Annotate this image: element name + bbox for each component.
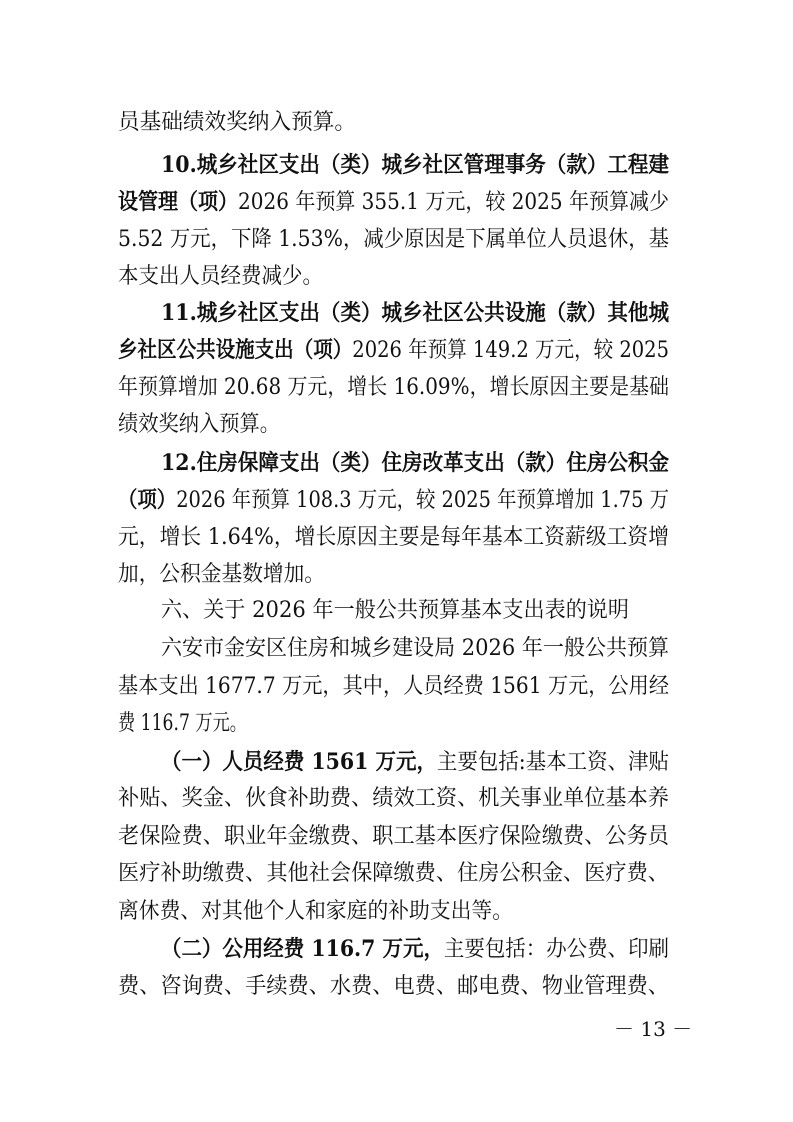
body-text: 六安市金安区住房和城乡建设局 2026 年一般公共预算 xyxy=(161,636,669,661)
body-text: 元，增长 1.64%，增长原因主要是每年基本工资薪级工资增 xyxy=(118,525,669,550)
bold-heading-text: （一）人员经费 1561 万元， xyxy=(161,749,437,775)
bold-heading-text: （项） xyxy=(118,487,177,513)
body-text: 基本支出 1677.7 万元，其中，人员经费 1561 万元，公用经 xyxy=(118,674,669,699)
bold-heading-text: 12.住房保障支出（类）住房改革支出（款）住房公积金 xyxy=(161,450,669,476)
body-text: 主要包括:基本工资、津贴 xyxy=(436,750,669,775)
page-number: － 13 － xyxy=(614,1017,693,1041)
body-text: 老保险费、职业年金缴费、职工基本医疗保险缴费、公务员 xyxy=(118,824,669,849)
body-text: 绩效奖纳入预算。 xyxy=(118,412,280,437)
body-text: 费 116.7 万元。 xyxy=(118,711,247,736)
bold-heading-text: （二）公用经费 116.7 万元， xyxy=(161,936,444,962)
body-text: 补贴、奖金、伙食补助费、绩效工资、机关事业单位基本养 xyxy=(118,786,669,811)
body-text: 2026 年预算 149.2 万元，较 2025 xyxy=(352,338,669,363)
bold-heading-text: 乡社区公共设施支出（项） xyxy=(118,337,353,363)
body-text: 加，公积金基数增加。 xyxy=(118,562,325,587)
body-text: 2026 年预算 355.1 万元，较 2025 年预算减少 xyxy=(238,190,670,215)
body-text: 主要包括：办公费、印刷 xyxy=(443,937,669,962)
body-text: 医疗补助缴费、其他社会保障缴费、住房公积金、医疗费、 xyxy=(118,861,669,886)
body-text: 离休费、对其他个人和家庭的补助支出等。 xyxy=(118,899,513,924)
body-text: 六、关于 2026 年一般公共预算基本支出表的说明 xyxy=(161,598,629,623)
body-text: 本支出人员经费减少。 xyxy=(118,264,323,289)
body-text: 年预算增加 20.68 万元，增长 16.09%，增长原因主要是基础 xyxy=(118,375,669,400)
bold-heading-text: 11.城乡社区支出（类）城乡社区公共设施（款）其他城 xyxy=(161,300,669,326)
body-text: 5.52 万元，下降 1.53%，减少原因是下属单位人员退休，基 xyxy=(118,227,669,252)
body-text: 2026 年预算 108.3 万元，较 2025 年预算增加 1.75 万 xyxy=(176,488,669,513)
body-text: 费、咨询费、手续费、水费、电费、邮电费、物业管理费、 xyxy=(118,974,669,999)
bold-heading-text: 设管理（项） xyxy=(118,189,239,215)
body-text: 员基础绩效奖纳入预算。 xyxy=(118,110,356,135)
bold-heading-text: 10.城乡社区支出（类）城乡社区管理事务（款）工程建 xyxy=(161,152,669,178)
